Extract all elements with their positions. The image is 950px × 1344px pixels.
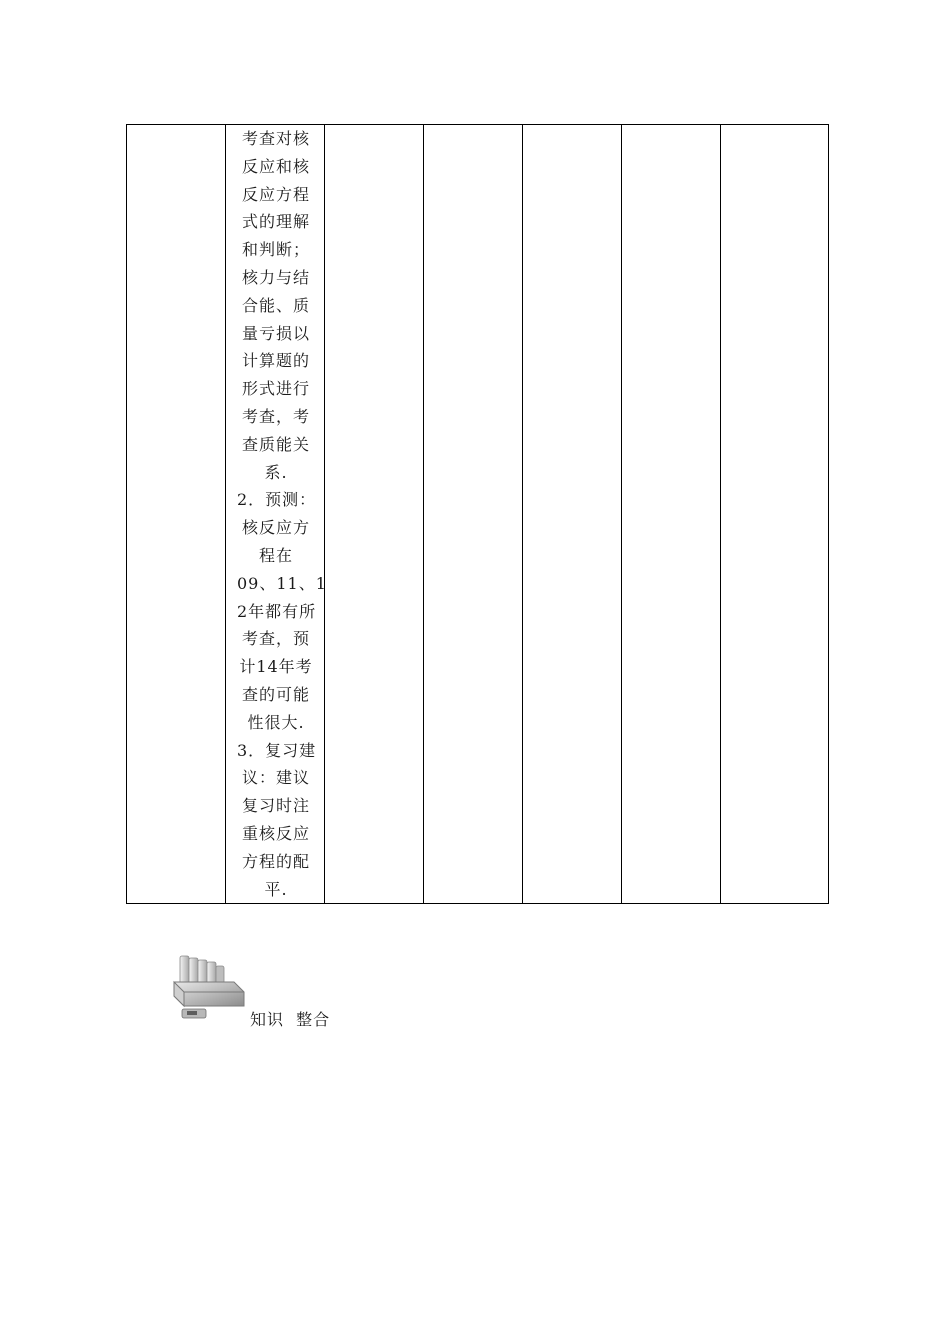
text-line: 2．预测：: [237, 490, 317, 510]
text-line: 量亏损以: [241, 323, 310, 343]
analysis-text: [226, 125, 327, 903]
text-line: 考查，考: [241, 406, 310, 426]
table-cell-analysis: [226, 125, 325, 904]
summary-table: [126, 124, 829, 904]
text-line: 09、11、1: [237, 573, 327, 593]
table-row: [127, 125, 829, 904]
text-line: 查的可能: [241, 684, 310, 704]
table-cell-empty: [622, 125, 721, 904]
text-line: 方程的配: [241, 851, 310, 871]
text-line: 性很大.: [247, 712, 305, 732]
text-line: 反应和核: [241, 156, 310, 176]
text-line: 查质能关: [241, 434, 310, 454]
table-cell-empty: [127, 125, 226, 904]
table-cell-empty: [523, 125, 622, 904]
section-header: [170, 952, 370, 1032]
text-line: 2年都有所: [237, 601, 317, 621]
text-line: 复习时注: [241, 796, 310, 816]
table-cell-empty: [424, 125, 523, 904]
text-line: 式的理解: [241, 212, 310, 232]
section-title: 知识 整合: [250, 1010, 331, 1029]
text-line: 合能、质: [241, 295, 310, 315]
text-line: 程在: [258, 545, 293, 565]
text-line: 核反应方: [241, 518, 310, 538]
text-line: 3．复习建: [237, 740, 317, 760]
text-line: 反应方程: [241, 184, 310, 204]
text-line: 平.: [264, 879, 288, 899]
text-line: 系.: [264, 462, 288, 482]
text-line: 计算题的: [241, 351, 310, 371]
text-line: 议：建议: [241, 768, 310, 788]
text-line: 和判断；: [241, 240, 310, 260]
bookshelf-icon: [170, 952, 250, 1024]
text-line: 重核反应: [241, 823, 310, 843]
table-cell-empty: [325, 125, 424, 904]
text-line: 考查对核: [241, 129, 310, 148]
text-line: 形式进行: [241, 379, 310, 399]
text-line: 计14年考: [239, 657, 313, 677]
table-cell-empty: [721, 125, 829, 904]
text-line: 考查，预: [241, 629, 310, 649]
text-line: 核力与结: [241, 267, 310, 287]
